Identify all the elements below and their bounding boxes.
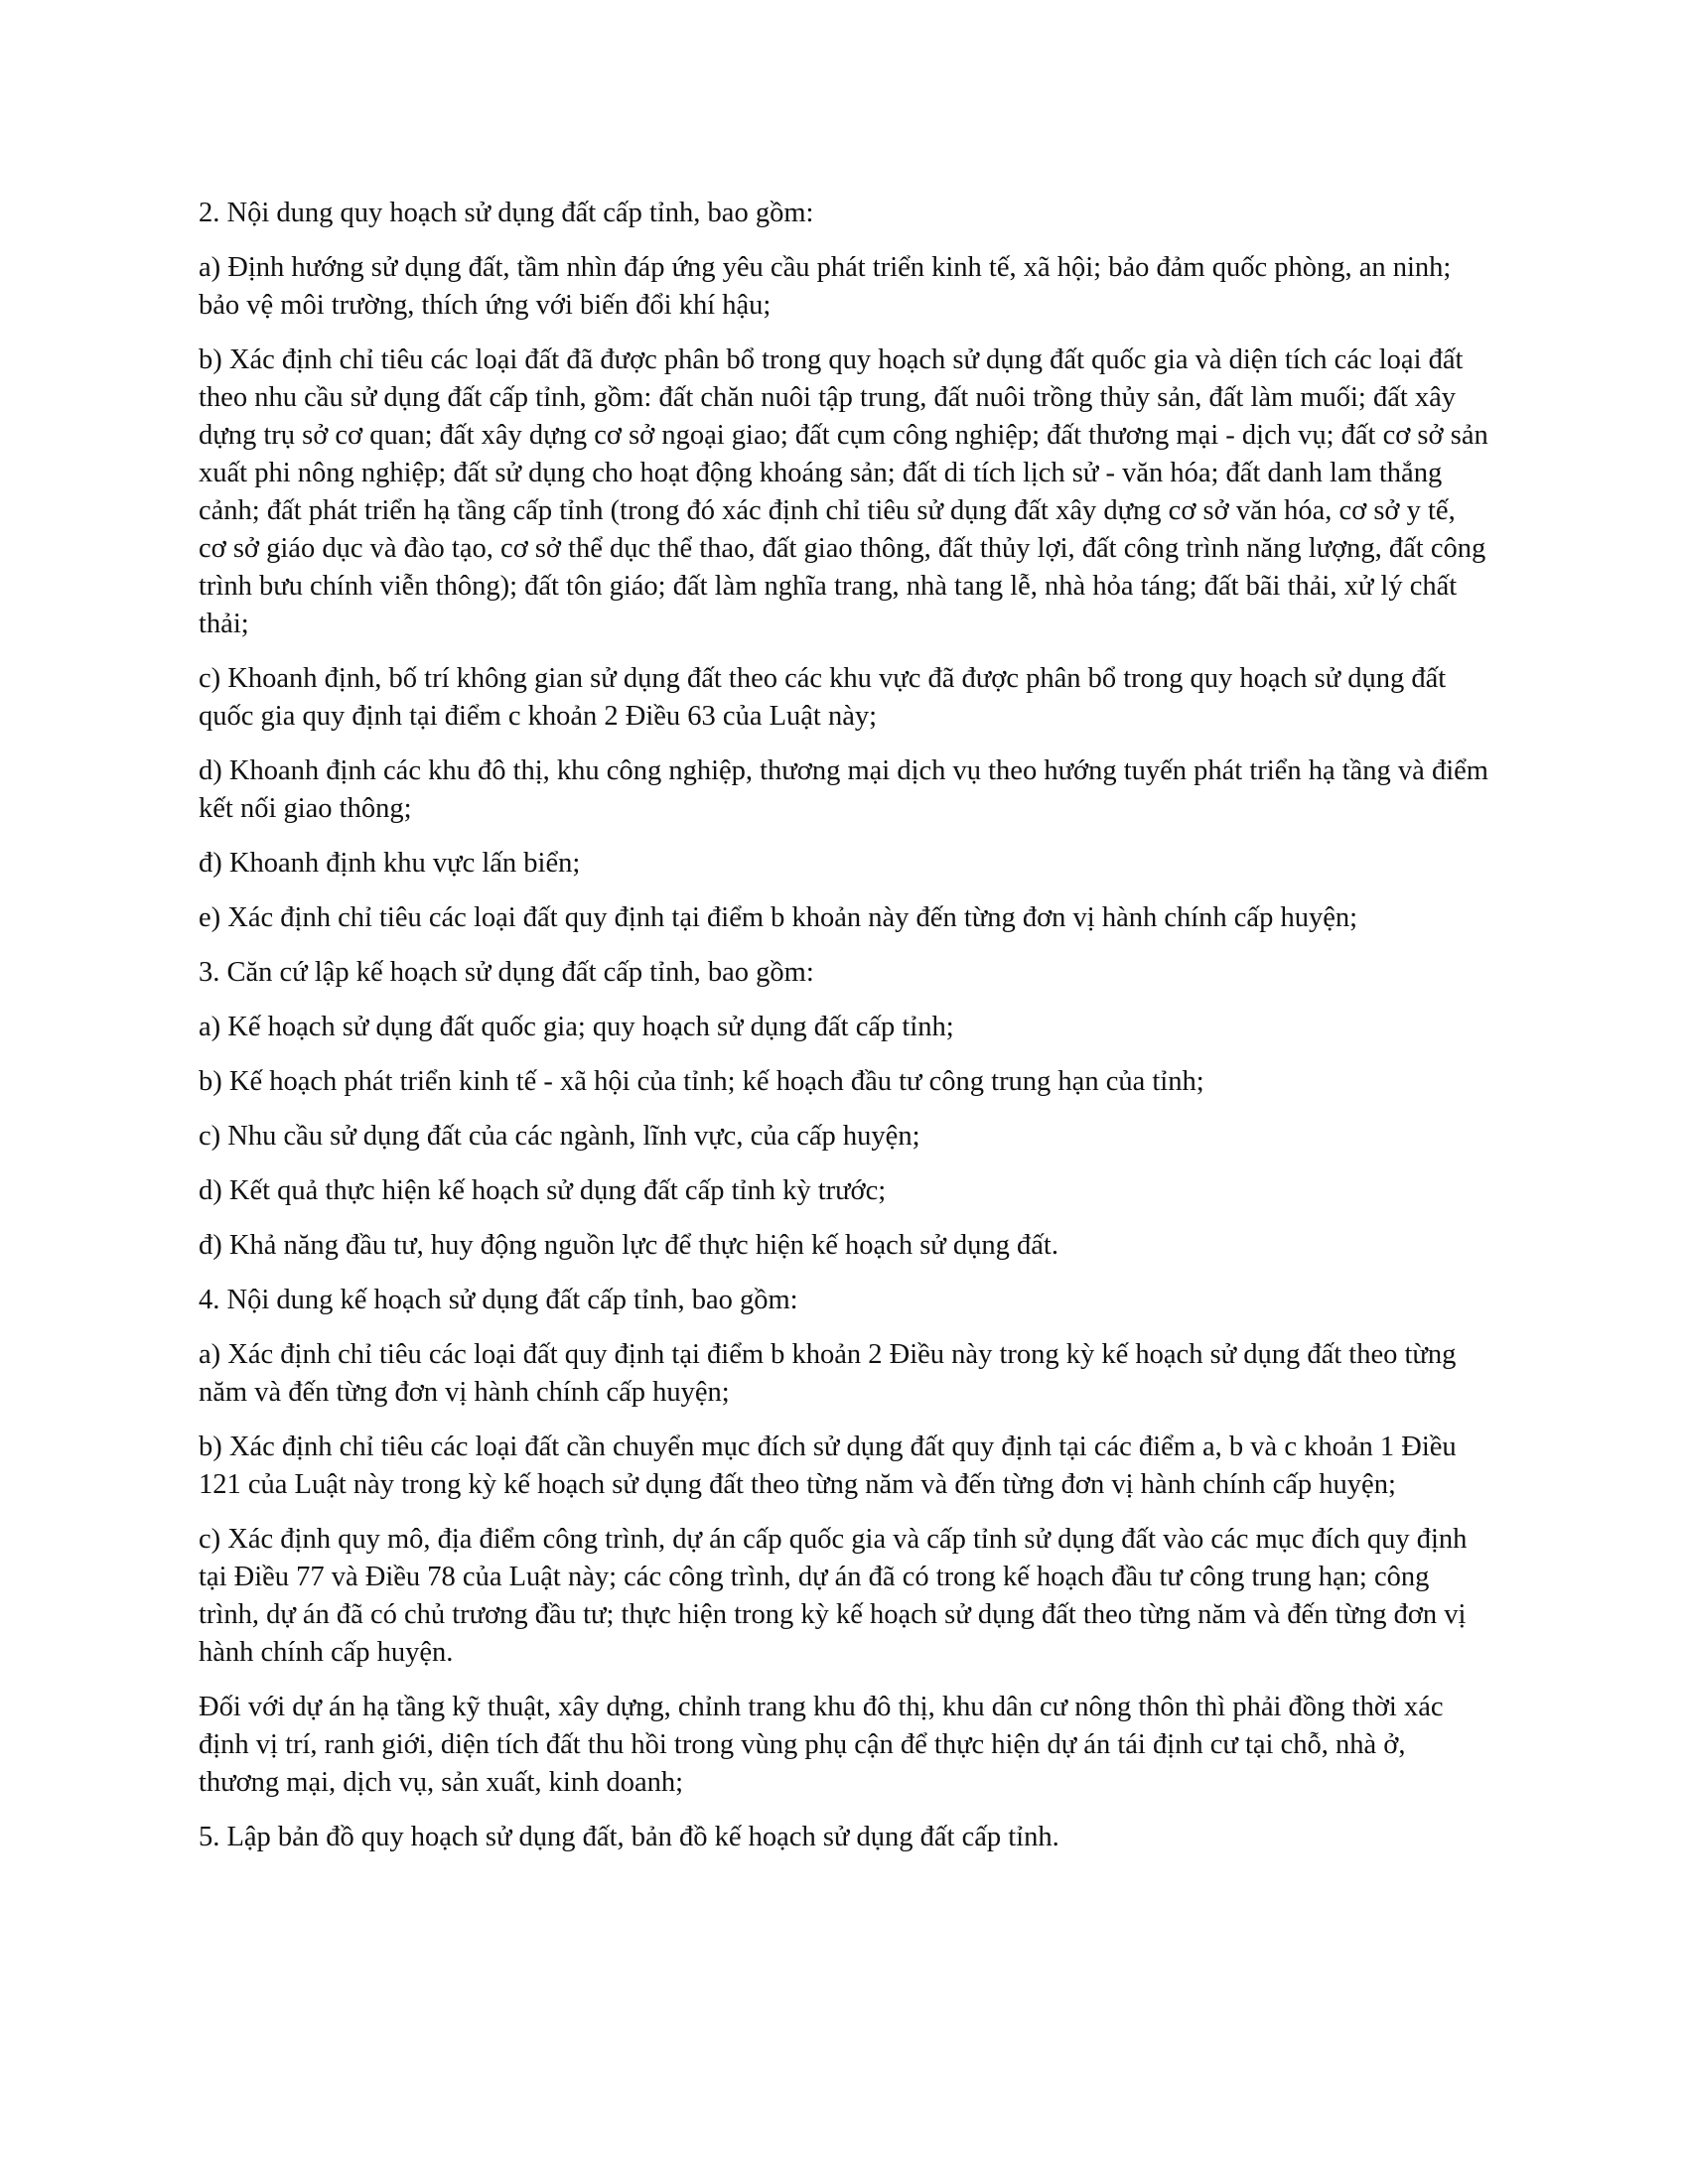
paragraph-3dd: đ) Khả năng đầu tư, huy động nguồn lực để thực hiện kế hoạch sử dụng đất. (199, 1230, 1058, 1261)
paragraph-2d: d) Khoanh định các khu đô thị, khu công nghiệp, thương mại dịch vụ theo hướng tuyến phát triển hạ tầng và điểm kết nối giao thông; (199, 755, 1488, 824)
paragraph-3a: a) Kế hoạch sử dụng đất quốc gia; quy hoạch sử dụng đất cấp tỉnh; (199, 1012, 954, 1042)
paragraph-section-3-heading: 3. Căn cứ lập kế hoạch sử dụng đất cấp tỉnh, bao gồm: (199, 957, 814, 988)
paragraph-2b: b) Xác định chỉ tiêu các loại đất đã được phân bổ trong quy hoạch sử dụng đất quốc gia và diện tích các loại đất theo nhu cầu sử dụng đất cấp tỉnh, gồm: đất chăn nuôi tập trung, đất nuôi trồng thủy sản, đất làm muối; đất xây dựng trụ sở cơ quan; đất xây dựng cơ sở ngoại giao; đất cụm công nghiệp; đất thương mại - dịch vụ; đất cơ sở sản xuất phi nông nghiệp; đất sử dụng cho hoạt động khoáng sản; đất di tích lịch sử - văn hóa; đất danh lam thắng cảnh; đất phát triển hạ tầng cấp tỉnh (trong đó xác định chỉ tiêu sử dụng đất xây dựng cơ sở văn hóa, cơ sở y tế, cơ sở giáo dục và đào tạo, cơ sở thể dục thể thao, đất giao thông, đất thủy lợi, đất công trình năng lượng, đất công trình bưu chính viễn thông); đất tôn giáo; đất làm nghĩa trang, nhà tang lễ, nhà hỏa táng; đất bãi thải, xử lý chất thải; (199, 344, 1488, 639)
paragraph-section-2-heading: 2. Nội dung quy hoạch sử dụng đất cấp tỉnh, bao gồm: (199, 198, 814, 228)
paragraph-3b: b) Kế hoạch phát triển kinh tế - xã hội của tỉnh; kế hoạch đầu tư công trung hạn của tỉnh; (199, 1066, 1204, 1097)
paragraph-section-5: 5. Lập bản đồ quy hoạch sử dụng đất, bản đồ kế hoạch sử dụng đất cấp tỉnh. (199, 1822, 1059, 1852)
paragraph-2c: c) Khoanh định, bố trí không gian sử dụng đất theo các khu vực đã được phân bổ trong quy hoạch sử dụng đất quốc gia quy định tại điểm c khoản 2 Điều 63 của Luật này; (199, 663, 1447, 732)
document-page (199, 195, 1489, 1873)
paragraph-4c: c) Xác định quy mô, địa điểm công trình, dự án cấp quốc gia và cấp tỉnh sử dụng đất vào các mục đích quy định tại Điều 77 và Điều 78 của Luật này; các công trình, dự án đã có trong kế hoạch đầu tư công trung hạn; công trình, dự án đã có chủ trương đầu tư; thực hiện trong kỳ kế hoạch sử dụng đất theo từng năm và đến từng đơn vị hành chính cấp huyện. (199, 1524, 1468, 1668)
paragraph-2dd: đ) Khoanh định khu vực lấn biển; (199, 848, 581, 879)
paragraph-2a: a) Định hướng sử dụng đất, tầm nhìn đáp ứng yêu cầu phát triển kinh tế, xã hội; bảo đảm quốc phòng, an ninh; bảo vệ môi trường, thích ứng với biến đổi khí hậu; (199, 252, 1452, 321)
paragraph-4a: a) Xác định chỉ tiêu các loại đất quy định tại điểm b khoản 2 Điều này trong kỳ kế hoạch sử dụng đất theo từng năm và đến từng đơn vị hành chính cấp huyện; (199, 1339, 1457, 1408)
paragraph-4b: b) Xác định chỉ tiêu các loại đất cần chuyển mục đích sử dụng đất quy định tại các điểm a, b và c khoản 1 Điều 121 của Luật này trong kỳ kế hoạch sử dụng đất theo từng năm và đến từng đơn vị hành chính cấp huyện; (199, 1432, 1457, 1500)
paragraph-3c: c) Nhu cầu sử dụng đất của các ngành, lĩnh vực, của cấp huyện; (199, 1121, 920, 1152)
paragraph-3d: d) Kết quả thực hiện kế hoạch sử dụng đất cấp tỉnh kỳ trước; (199, 1175, 887, 1206)
paragraph-section-4-heading: 4. Nội dung kế hoạch sử dụng đất cấp tỉnh, bao gồm: (199, 1285, 798, 1315)
paragraph-2e: e) Xác định chỉ tiêu các loại đất quy định tại điểm b khoản này đến từng đơn vị hành chính cấp huyện; (199, 902, 1358, 933)
paragraph-4c-continuation: Đối với dự án hạ tầng kỹ thuật, xây dựng, chỉnh trang khu đô thị, khu dân cư nông thôn thì phải đồng thời xác định vị trí, ranh giới, diện tích đất thu hồi trong vùng phụ cận để thực hiện dự án tái định cư tại chỗ, nhà ở, thương mại, dịch vụ, sản xuất, kinh doanh; (199, 1692, 1444, 1798)
